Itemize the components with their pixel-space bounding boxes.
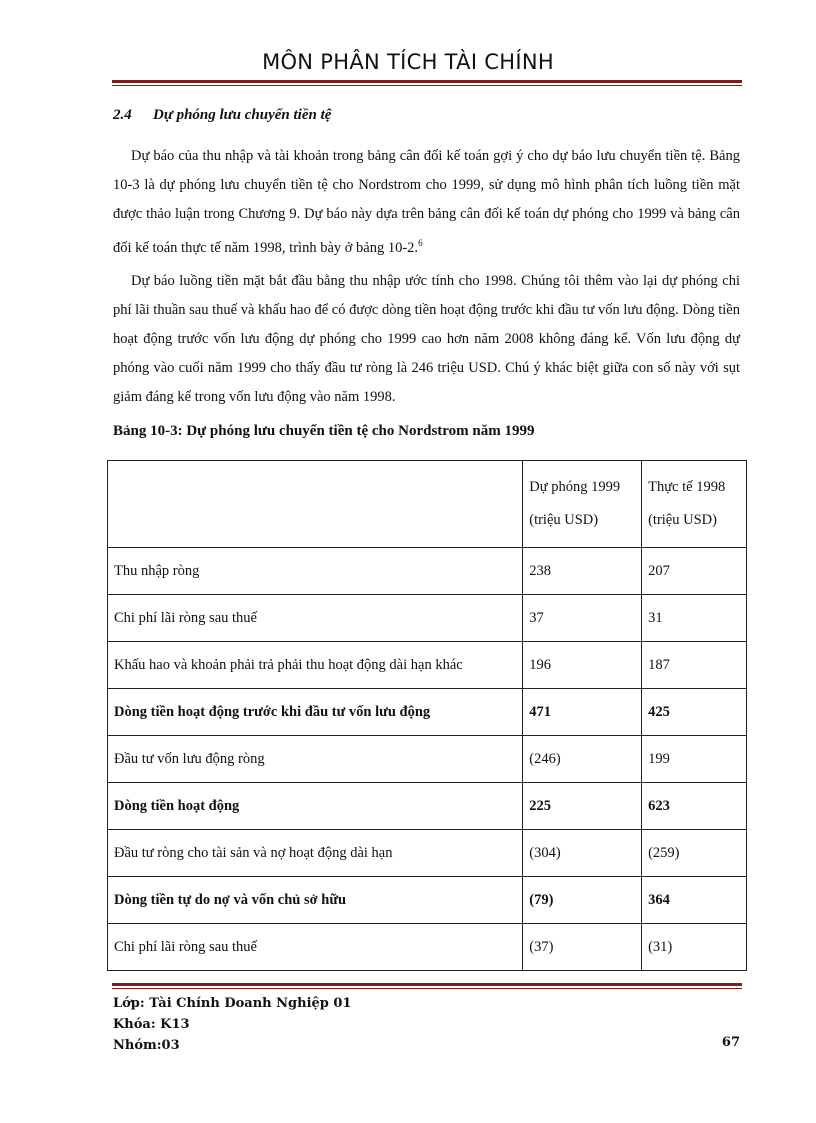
row-actual-1998: 623 <box>642 783 747 830</box>
row-label: Dòng tiền hoạt động trước khi đầu tư vốn lưu động <box>108 689 523 736</box>
section-number: 2.4 <box>113 107 132 123</box>
row-label: Thu nhập ròng <box>108 548 523 595</box>
table-row <box>108 642 747 689</box>
row-forecast-1999: 238 <box>523 548 642 595</box>
row-label: Dòng tiền tự do nợ và vốn chủ sở hữu <box>108 877 523 924</box>
table-caption: Bảng 10-3: Dự phóng lưu chuyển tiền tệ cho Nordstrom năm 1999 <box>113 423 535 439</box>
table-row-subtotal <box>108 783 747 830</box>
table-row <box>108 830 747 877</box>
row-actual-1998: 364 <box>642 877 747 924</box>
table-row <box>108 595 747 642</box>
page-number: 67 <box>721 1035 740 1050</box>
footer-divider <box>112 983 742 989</box>
paragraph-1 <box>113 142 740 263</box>
row-actual-1998: 31 <box>642 595 747 642</box>
table-row-subtotal <box>108 689 747 736</box>
row-forecast-1999: 196 <box>523 642 642 689</box>
footer-class: Lớp: Tài Chính Doanh Nghiệp 01 <box>113 996 352 1011</box>
row-forecast-1999: 37 <box>523 595 642 642</box>
row-actual-1998: (259) <box>642 830 747 877</box>
table-row <box>108 736 747 783</box>
row-label: Chi phí lãi ròng sau thuế <box>108 595 523 642</box>
header-label-cell <box>108 461 523 548</box>
row-forecast-1999: (246) <box>523 736 642 783</box>
table-row <box>108 548 747 595</box>
row-label: Chi phí lãi ròng sau thuế <box>108 924 523 971</box>
row-label: Đầu tư ròng cho tài sản và nợ hoạt động dài hạn <box>108 830 523 877</box>
row-actual-1998: 425 <box>642 689 747 736</box>
row-label: Khấu hao và khoản phải trả phải thu hoạt động dài hạn khác <box>108 642 523 689</box>
row-forecast-1999: (304) <box>523 830 642 877</box>
row-label: Đầu tư vốn lưu động ròng <box>108 736 523 783</box>
row-label: Dòng tiền hoạt động <box>108 783 523 830</box>
section-title: Dự phóng lưu chuyển tiền tệ <box>153 107 332 123</box>
row-forecast-1999: (79) <box>523 877 642 924</box>
section-heading <box>113 107 331 124</box>
footnote-marker: 6 <box>418 238 423 248</box>
page-header-title: MÔN PHÂN TÍCH TÀI CHÍNH <box>262 50 554 74</box>
table-row <box>108 924 747 971</box>
footer-group: Nhóm:03 <box>113 1038 180 1053</box>
header-actual-1998: Thực tế 1998 (triệu USD) <box>642 461 747 548</box>
footer-info <box>113 993 351 1056</box>
paragraph-2: Dự báo luồng tiền mặt bắt đầu bằng thu nhập ước tính cho 1998. Chúng tôi thêm vào lại dự phóng chi phí lãi thuần sau thuế và khấu hao để có được dòng tiền hoạt động trước khi đầu tư vốn lưu động. Dòng tiền hoạt động trước vốn lưu động dự phóng cho 1999 cao hơn năm 2008 không đáng kể. Vốn lưu động dự phóng vào cuối năm 1999 cho thấy đầu tư ròng là 246 triệu USD. Chú ý khác biệt giữa con số này với sụt giảm đáng kể trong vốn lưu động vào năm 1998. <box>113 273 740 405</box>
footer-course: Khóa: K13 <box>113 1017 190 1032</box>
row-actual-1998: 207 <box>642 548 747 595</box>
row-actual-1998: 187 <box>642 642 747 689</box>
header-divider <box>112 80 742 86</box>
row-forecast-1999: 225 <box>523 783 642 830</box>
row-forecast-1999: 471 <box>523 689 642 736</box>
row-actual-1998: (31) <box>642 924 747 971</box>
paragraph-1-text: Dự báo của thu nhập và tài khoản trong bảng cân đối kế toán gợi ý cho dự báo lưu chuyển tiền tệ. Bảng 10-3 là dự phóng lưu chuyển tiền tệ cho Nordstrom cho 1999, sử dụng mô hình phân tích luồng tiền mặt được thảo luận trong Chương 9. Dự báo này dựa trên bảng cân đối kế toán dự phóng cho 1999 và bảng cân đối kế toán thực tế năm 1998, trình bày ở bảng 10-2. <box>113 148 740 256</box>
cash-flow-table <box>107 460 747 971</box>
table-header-row <box>108 461 747 548</box>
table-row-subtotal <box>108 877 747 924</box>
header-forecast-1999: Dự phóng 1999 (triệu USD) <box>523 461 642 548</box>
row-actual-1998: 199 <box>642 736 747 783</box>
row-forecast-1999: (37) <box>523 924 642 971</box>
